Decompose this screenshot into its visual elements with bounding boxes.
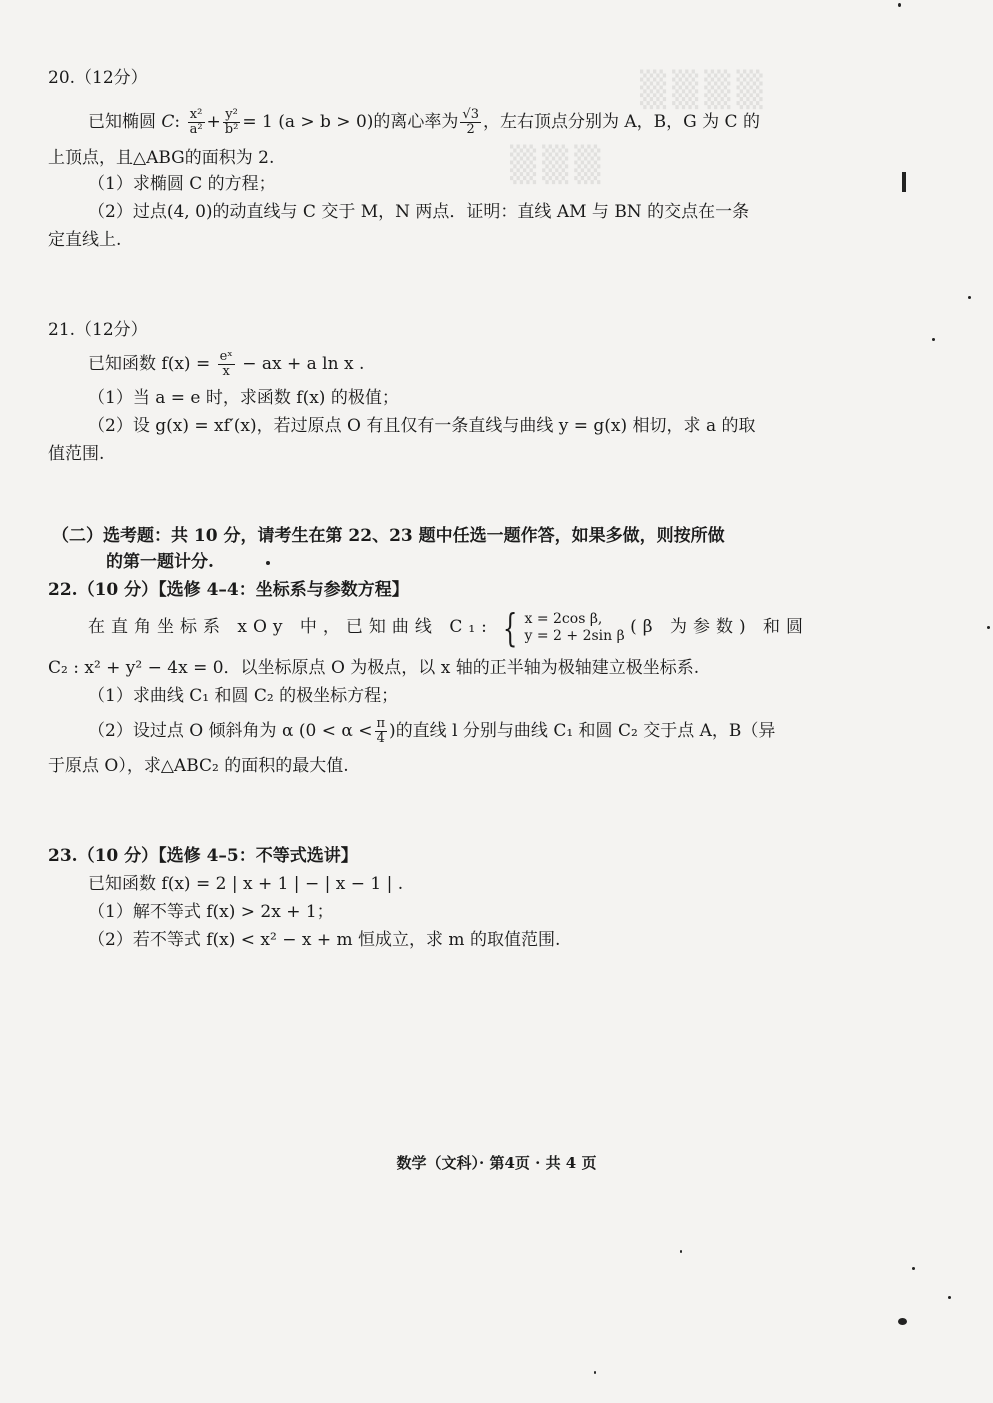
- q23-part2: （2）若不等式 f(x) < x² − x + m 恒成立，求 m 的取值范围.: [88, 930, 561, 950]
- q21-ex: eˣ: [219, 349, 233, 364]
- q22-system-line2: y = 2 + 2sin β: [524, 627, 625, 644]
- q20-stem-line2: 上顶点，且△ABG的面积为 2.: [48, 148, 275, 168]
- q20-part2-line2: 定直线上.: [48, 230, 122, 250]
- q20-eccentricity-fraction: [460, 108, 481, 137]
- q22-stem-suffix: (β 为参数) 和圆: [630, 617, 810, 637]
- q22-pi-fraction: [375, 717, 388, 746]
- q20-part1: （1）求椭圆 C 的方程；: [88, 174, 276, 194]
- scan-speck: [912, 1267, 915, 1270]
- q21-stem: [88, 346, 364, 382]
- scan-speck: [898, 1318, 907, 1325]
- scan-speck: [898, 3, 901, 7]
- scan-mark: [902, 172, 906, 192]
- q20-two: 2: [466, 122, 475, 137]
- q22-part2-prefix: （2）设过点 O 倾斜角为 α: [88, 721, 294, 741]
- q21-part2-line2: 值范围.: [48, 444, 105, 464]
- q21-function-suffix: − ax + a ln x .: [242, 354, 365, 374]
- q22-condition-suffix: ): [389, 721, 396, 741]
- q22-header: 22.（10 分）【选修 4–4：坐标系与参数方程】: [48, 580, 409, 600]
- q20-y-fraction: [223, 108, 241, 137]
- q20-a2: a²: [189, 122, 203, 137]
- q22-part2-line2: 于原点 O），求△ABC₂ 的面积的最大值.: [48, 756, 349, 776]
- q22-system-line1: x = 2cos β,: [524, 610, 603, 627]
- q20-stem-prefix: 已知椭圆: [88, 112, 156, 132]
- q21-x: x: [222, 364, 230, 379]
- q22-part2-suffix: 的直线 l 分别与曲线 C₁ 和圆 C₂ 交于点 A，B（异: [395, 721, 776, 741]
- q22-pi: π: [376, 716, 386, 731]
- q20-x-fraction: [188, 108, 205, 137]
- q20-condition: (a > b > 0): [278, 112, 374, 132]
- scan-speck: [932, 338, 935, 341]
- section2-instruction-line2: 的第一题计分.: [106, 552, 214, 572]
- q20-header: 20.（12分）: [48, 68, 148, 88]
- q22-parametric-system: [524, 611, 624, 645]
- q20-part2: （2）过点(4, 0)的动直线与 C 交于 M，N 两点．证明：直线 AM 与 BN 的交点在一条: [88, 202, 750, 222]
- q20-b2: b²: [224, 122, 239, 137]
- q22-stem-line2: C₂ : x² + y² − 4x = 0．以坐标原点 O 为极点，以 x 轴的正半轴为极轴建立极坐标系.: [48, 658, 700, 678]
- q20-stem: 已知椭圆 C: $\frac{\text{x²}}{\text{a²}}$ + $\frac{\text{y²}}{\text{b²}}$ = 1 (a > b > 0)的离心率为 $\frac{√3}{2}$ ，左右顶点分别为 A，B，G 为 C 的: [88, 107, 760, 137]
- q20-ellipse-name: C: [161, 112, 175, 132]
- scan-speck: [948, 1296, 951, 1299]
- section2-instruction: （二）选考题：共 10 分，请考生在第 22、23 题中任选一题作答，如果多做，则按所做: [52, 526, 725, 546]
- q20-eccentricity-label: 的离心率为: [373, 112, 459, 132]
- q21-function-prefix: 已知函数 f(x) =: [88, 354, 211, 374]
- q20-y2: y²: [223, 108, 241, 123]
- q22-stem: [88, 606, 809, 648]
- scan-speck: [594, 1371, 596, 1374]
- q22-four: 4: [376, 731, 385, 746]
- q22-brace: {: [503, 605, 518, 650]
- q21-header: 21.（12分）: [48, 320, 148, 340]
- scan-speck: [968, 296, 971, 299]
- q22-part1: （1）求曲线 C₁ 和圆 C₂ 的极坐标方程；: [88, 686, 399, 706]
- scan-speck: [987, 626, 990, 629]
- q21-part1: （1）当 a = e 时，求函数 f(x) 的极值；: [88, 388, 399, 408]
- q23-stem: 已知函数 f(x) = 2 | x + 1 | − | x − 1 | .: [88, 874, 404, 894]
- q20-stem-suffix: ，左右顶点分别为 A，B，G 为 C 的: [482, 112, 760, 132]
- q23-part1: （1）解不等式 f(x) > 2x + 1；: [88, 902, 334, 922]
- q22-condition-prefix: (0 < α <: [298, 721, 373, 741]
- q21-fraction: [218, 350, 235, 379]
- q22-stem-prefix: 在直角坐标系 xOy 中，已知曲线 C₁:: [88, 617, 493, 637]
- scan-speck: [266, 561, 270, 565]
- q22-part2: [88, 712, 775, 750]
- q20-x2: x²: [188, 108, 205, 123]
- bleed-through-shadow: ▒▒▒▒: [640, 70, 769, 110]
- q23-header: 23.（10 分）【选修 4–5：不等式选讲】: [48, 846, 358, 866]
- scan-speck: [680, 1250, 682, 1253]
- q21-part2: （2）设 g(x) = xf′(x)，若过原点 O 有且仅有一条直线与曲线 y = g(x) 相切，求 a 的取: [88, 416, 756, 436]
- q20-sqrt3: √3: [462, 107, 479, 122]
- q20-equals: = 1: [242, 112, 273, 132]
- page-footer: 数学（文科）· 第4页 · 共 4 页: [396, 1154, 597, 1172]
- bleed-through-shadow: ▒▒▒: [510, 145, 607, 185]
